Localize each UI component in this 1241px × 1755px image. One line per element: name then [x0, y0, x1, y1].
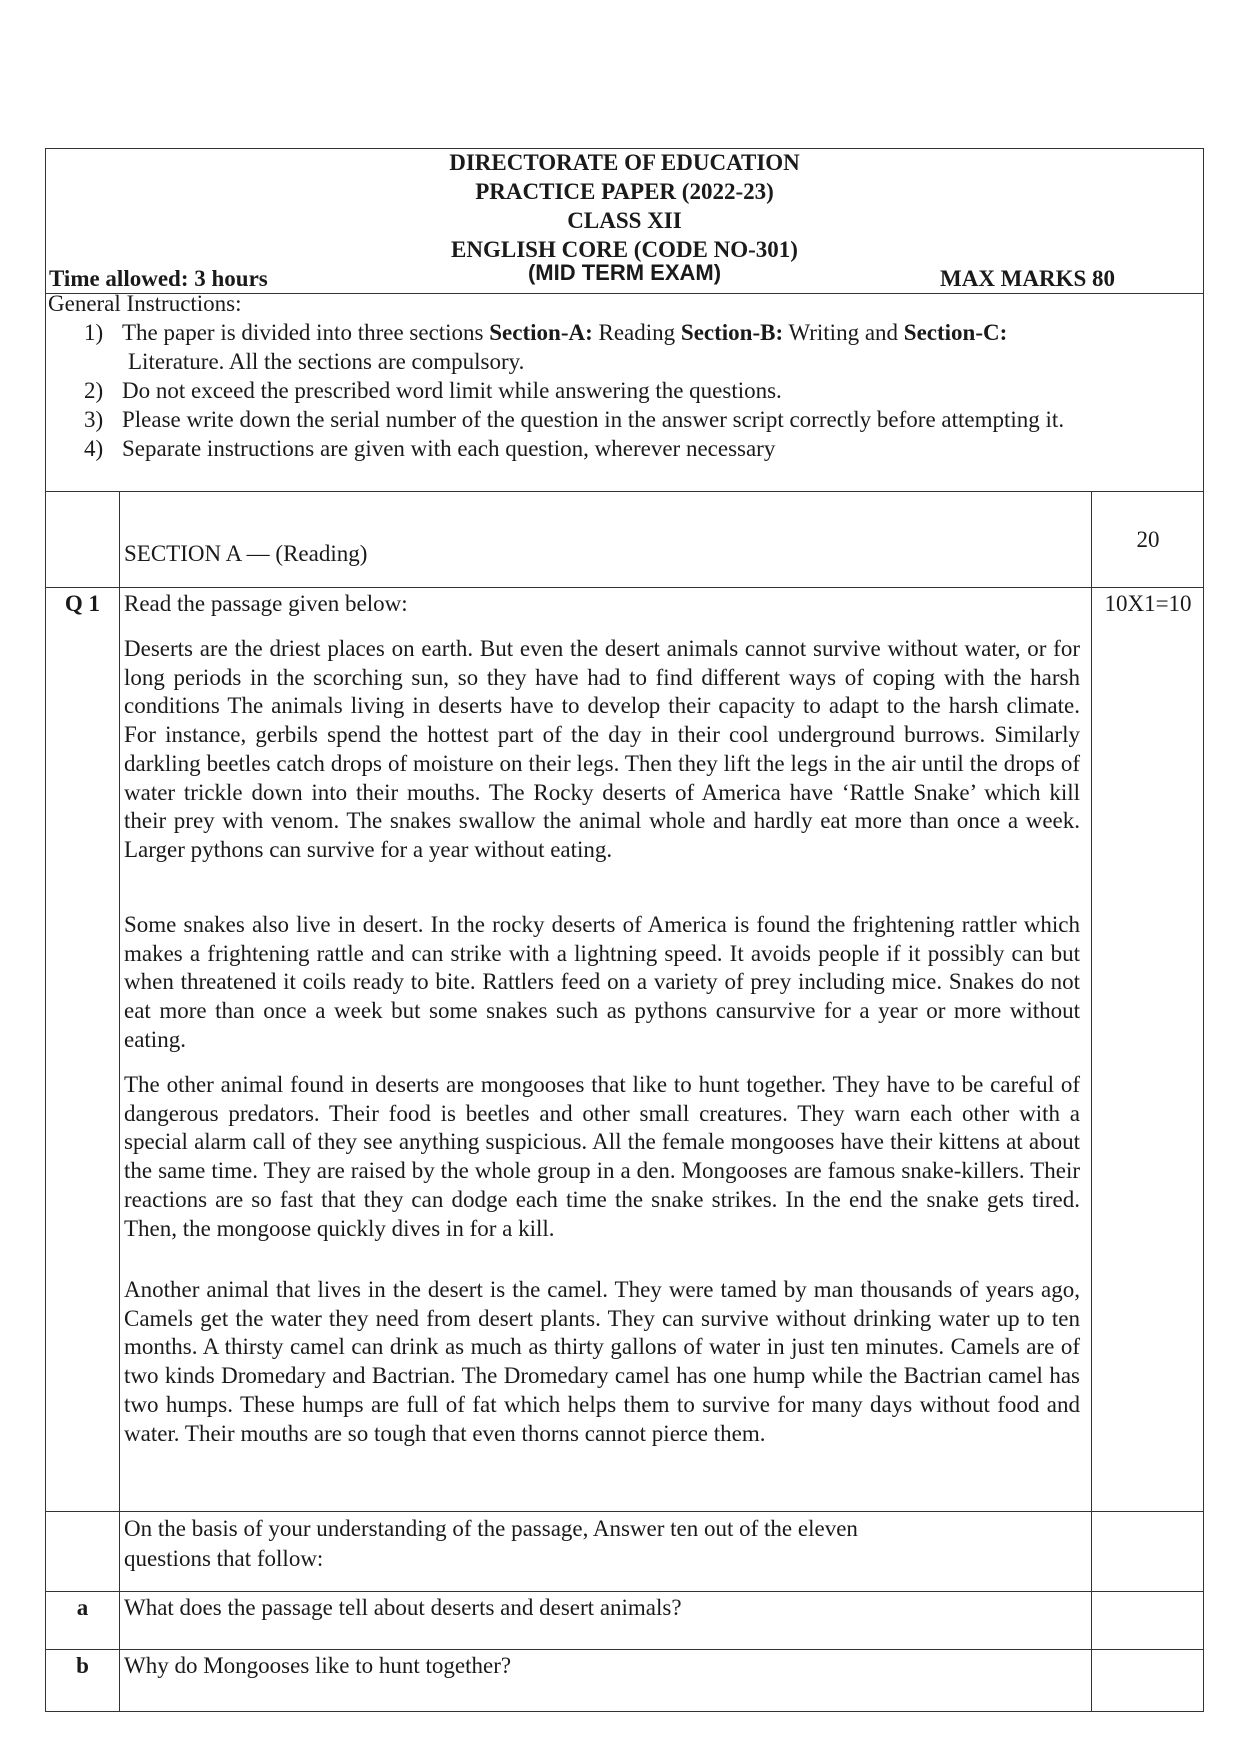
header-line-2: PRACTICE PAPER (2022-23): [475, 179, 774, 204]
exam-type: (MID TERM EXAM): [527, 260, 722, 285]
row-divider: [45, 1649, 1204, 1650]
col-divider-left: [119, 491, 120, 1712]
passage-intro: Read the passage given below:: [124, 591, 408, 616]
row-divider: [45, 1511, 1204, 1512]
header-line-3: CLASS XII: [567, 208, 682, 233]
max-marks: MAX MARKS 80: [940, 266, 1116, 291]
instruction-item: 1) The paper is divided into three sections Section-A: Reading Section-B: Writing and Section-C: Literature. All the sections are compulsory.: [84, 320, 1008, 374]
questions-instruction-line-1: On the basis of your understanding of the passage, Answer ten out of the eleven: [124, 1516, 858, 1541]
subquestion-text: Why do Mongooses like to hunt together?: [124, 1653, 512, 1678]
col-divider-right: [1091, 491, 1092, 1712]
row-divider: [45, 1591, 1204, 1592]
subquestion-label: a: [76, 1595, 89, 1620]
passage-paragraph-3: The other animal found in deserts are mongooses that like to hunt together. They have to be careful of dangerous predators. Their food is beetles and other small creatures. They warn each other with a special alarm call of they see anything suspicious. All the female mongooses have their kittens at about the same time. They are raised by the whole group in a den. Mongooses are famous snake-killers. Their reactions are so fast that they can dodge each time the snake strikes. In the end the snake gets tired. Then, the mongoose quickly dives in for a kill.: [124, 1072, 1080, 1241]
passage-paragraph-1: Deserts are the driest places on earth. But even the desert animals cannot survive without water, or for long periods in the scorching sun, so they have had to find different ways of coping with the harsh conditions The animals living in deserts have to develop their capacity to adapt to the harsh climate. For instance, gerbils spend the hottest part of the day in their cool underground burrows. Similarly darkling beetles catch drops of moisture on their legs. Then they lift the legs in the air until the drops of water trickle down into their mouths. The Rocky deserts of America have ‘Rattle Snake’ which kill their prey with venom. The snakes swallow the animal whole and hardly eat more than once a week. Larger pythons can survive for a year without eating.: [124, 636, 1080, 862]
passage-paragraph-2: Some snakes also live in desert. In the rocky deserts of America is found the frightening rattler which makes a frightening rattle and can strike with a lightning speed. It avoids people if it possibly can but when threatened it coils ready to bite. Rattlers feed on a variety of prey including mice. Snakes do not eat more than once a week but some snakes such as pythons cansurvive for a year or more without eating.: [124, 912, 1080, 1052]
instructions-title: General Instructions:: [48, 291, 242, 316]
instruction-item: 2) Do not exceed the prescribed word limit while answering the questions.: [84, 378, 782, 403]
section-a-title: SECTION A — (Reading): [124, 541, 368, 566]
header-line-1: DIRECTORATE OF EDUCATION: [449, 150, 800, 175]
section-a-marks: 20: [1136, 527, 1160, 552]
instruction-item: 3) Please write down the serial number of the question in the answer script correctly before attempting it.: [84, 407, 1065, 432]
subquestion-label: b: [76, 1653, 89, 1678]
passage-paragraph-4: Another animal that lives in the desert is the camel. They were tamed by man thousands of years ago, Camels get the water they need from desert plants. They can survive without drinking water up to ten months. A thirsty camel can drink as much as thirty gallons of water in just ten minutes. Camels are of two kinds Dromedary and Bactrian. The Dromedary camel has one hump while the Bactrian camel has two humps. These humps are full of fat which helps them to survive for many days without food and water. Their mouths are so tough that even thorns cannot pierce them.: [124, 1277, 1080, 1446]
question-marks: 10X1=10: [1104, 591, 1192, 616]
time-allowed: Time allowed: 3 hours: [49, 266, 268, 291]
header-line-4: ENGLISH CORE (CODE NO-301): [451, 237, 798, 262]
instruction-item: 4) Separate instructions are given with each question, wherever necessary: [84, 436, 776, 461]
questions-instruction-line-2: questions that follow:: [124, 1546, 324, 1571]
instructions-list: [46, 318, 1241, 463]
subquestion-text: What does the passage tell about deserts and desert animals?: [124, 1595, 682, 1620]
question-number: Q 1: [64, 591, 101, 616]
row-divider: [45, 587, 1204, 588]
